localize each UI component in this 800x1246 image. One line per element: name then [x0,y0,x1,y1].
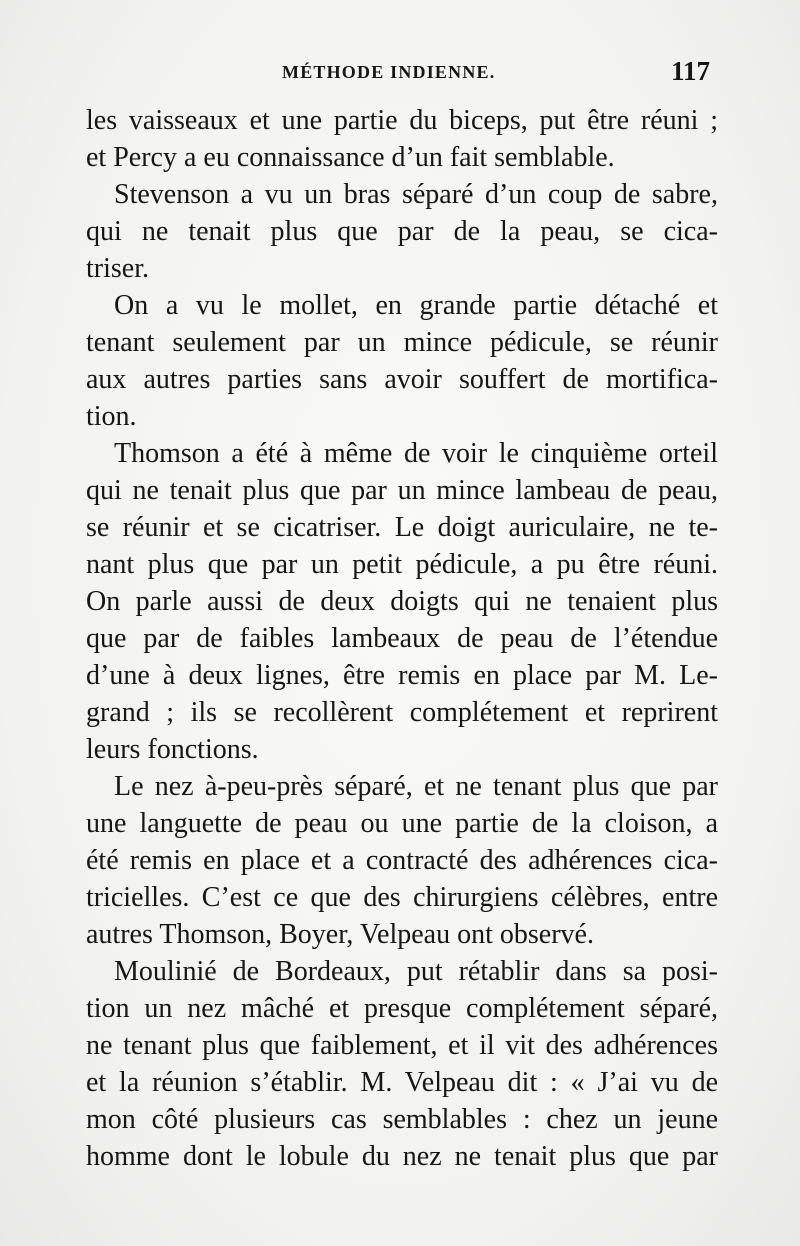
text-line: Le nez à-peu-près séparé, et ne tenant plus que par [114,771,718,802]
text-line: mon côté plusieurs cas semblables : chez un jeune [86,1104,718,1135]
text-line: se réunir et se cicatriser. Le doigt auriculaire, ne te- [86,512,718,543]
text-line: nant plus que par un petit pédicule, a pu être réuni. [86,549,718,580]
page-header [82,58,712,88]
text-line: d’une à deux lignes, être remis en place par M. Le- [86,660,718,691]
text-line: qui ne tenait plus que par de la peau, se cica- [86,216,718,247]
text-line: On parle aussi de deux doigts qui ne tenaient plus [86,586,718,617]
text-line: été remis en place et a contracté des adhérences cica- [86,845,718,876]
text-line: qui ne tenait plus que par un mince lambeau de peau, [86,475,718,506]
text-line: triser. [86,253,149,284]
text-line: grand ; ils se recollèrent complétement et reprirent [86,697,718,728]
text-line: autres Thomson, Boyer, Velpeau ont observé. [86,919,594,950]
body-text [86,102,718,1175]
text-line: aux autres parties sans avoir souffert de mortifica- [86,364,718,395]
text-line: les vaisseaux et une partie du biceps, put être réuni ; [86,105,718,136]
text-line: leurs fonctions. [86,734,259,765]
text-line: tion un nez mâché et presque complétement séparé, [86,993,718,1024]
page-number: 117 [670,56,710,86]
text-line: tion. [86,401,137,432]
text-line: On a vu le mollet, en grande partie détaché et [114,290,718,321]
text-line: ne tenant plus que faiblement, et il vit des adhérences [86,1030,718,1061]
text-line: une languette de peau ou une partie de la cloison, a [86,808,718,839]
text-line: Thomson a été à même de voir le cinquième orteil [114,438,718,469]
text-line: et Percy a eu connaissance d’un fait semblable. [86,142,615,173]
text-line: tenant seulement par un mince pédicule, se réunir [86,327,718,358]
text-line: Stevenson a vu un bras séparé d’un coup de sabre, [114,179,718,210]
running-title: MÉTHODE INDIENNE. [282,62,496,82]
text-line: Moulinié de Bordeaux, put rétablir dans sa posi- [114,956,718,987]
text-line: que par de faibles lambeaux de peau de l’étendue [86,623,718,654]
text-line: tricielles. C’est ce que des chirurgiens célèbres, entre [86,882,718,913]
text-line: et la réunion s’établir. M. Velpeau dit : « J’ai vu de [86,1067,718,1098]
text-line: homme dont le lobule du nez ne tenait plus que par [86,1141,718,1172]
